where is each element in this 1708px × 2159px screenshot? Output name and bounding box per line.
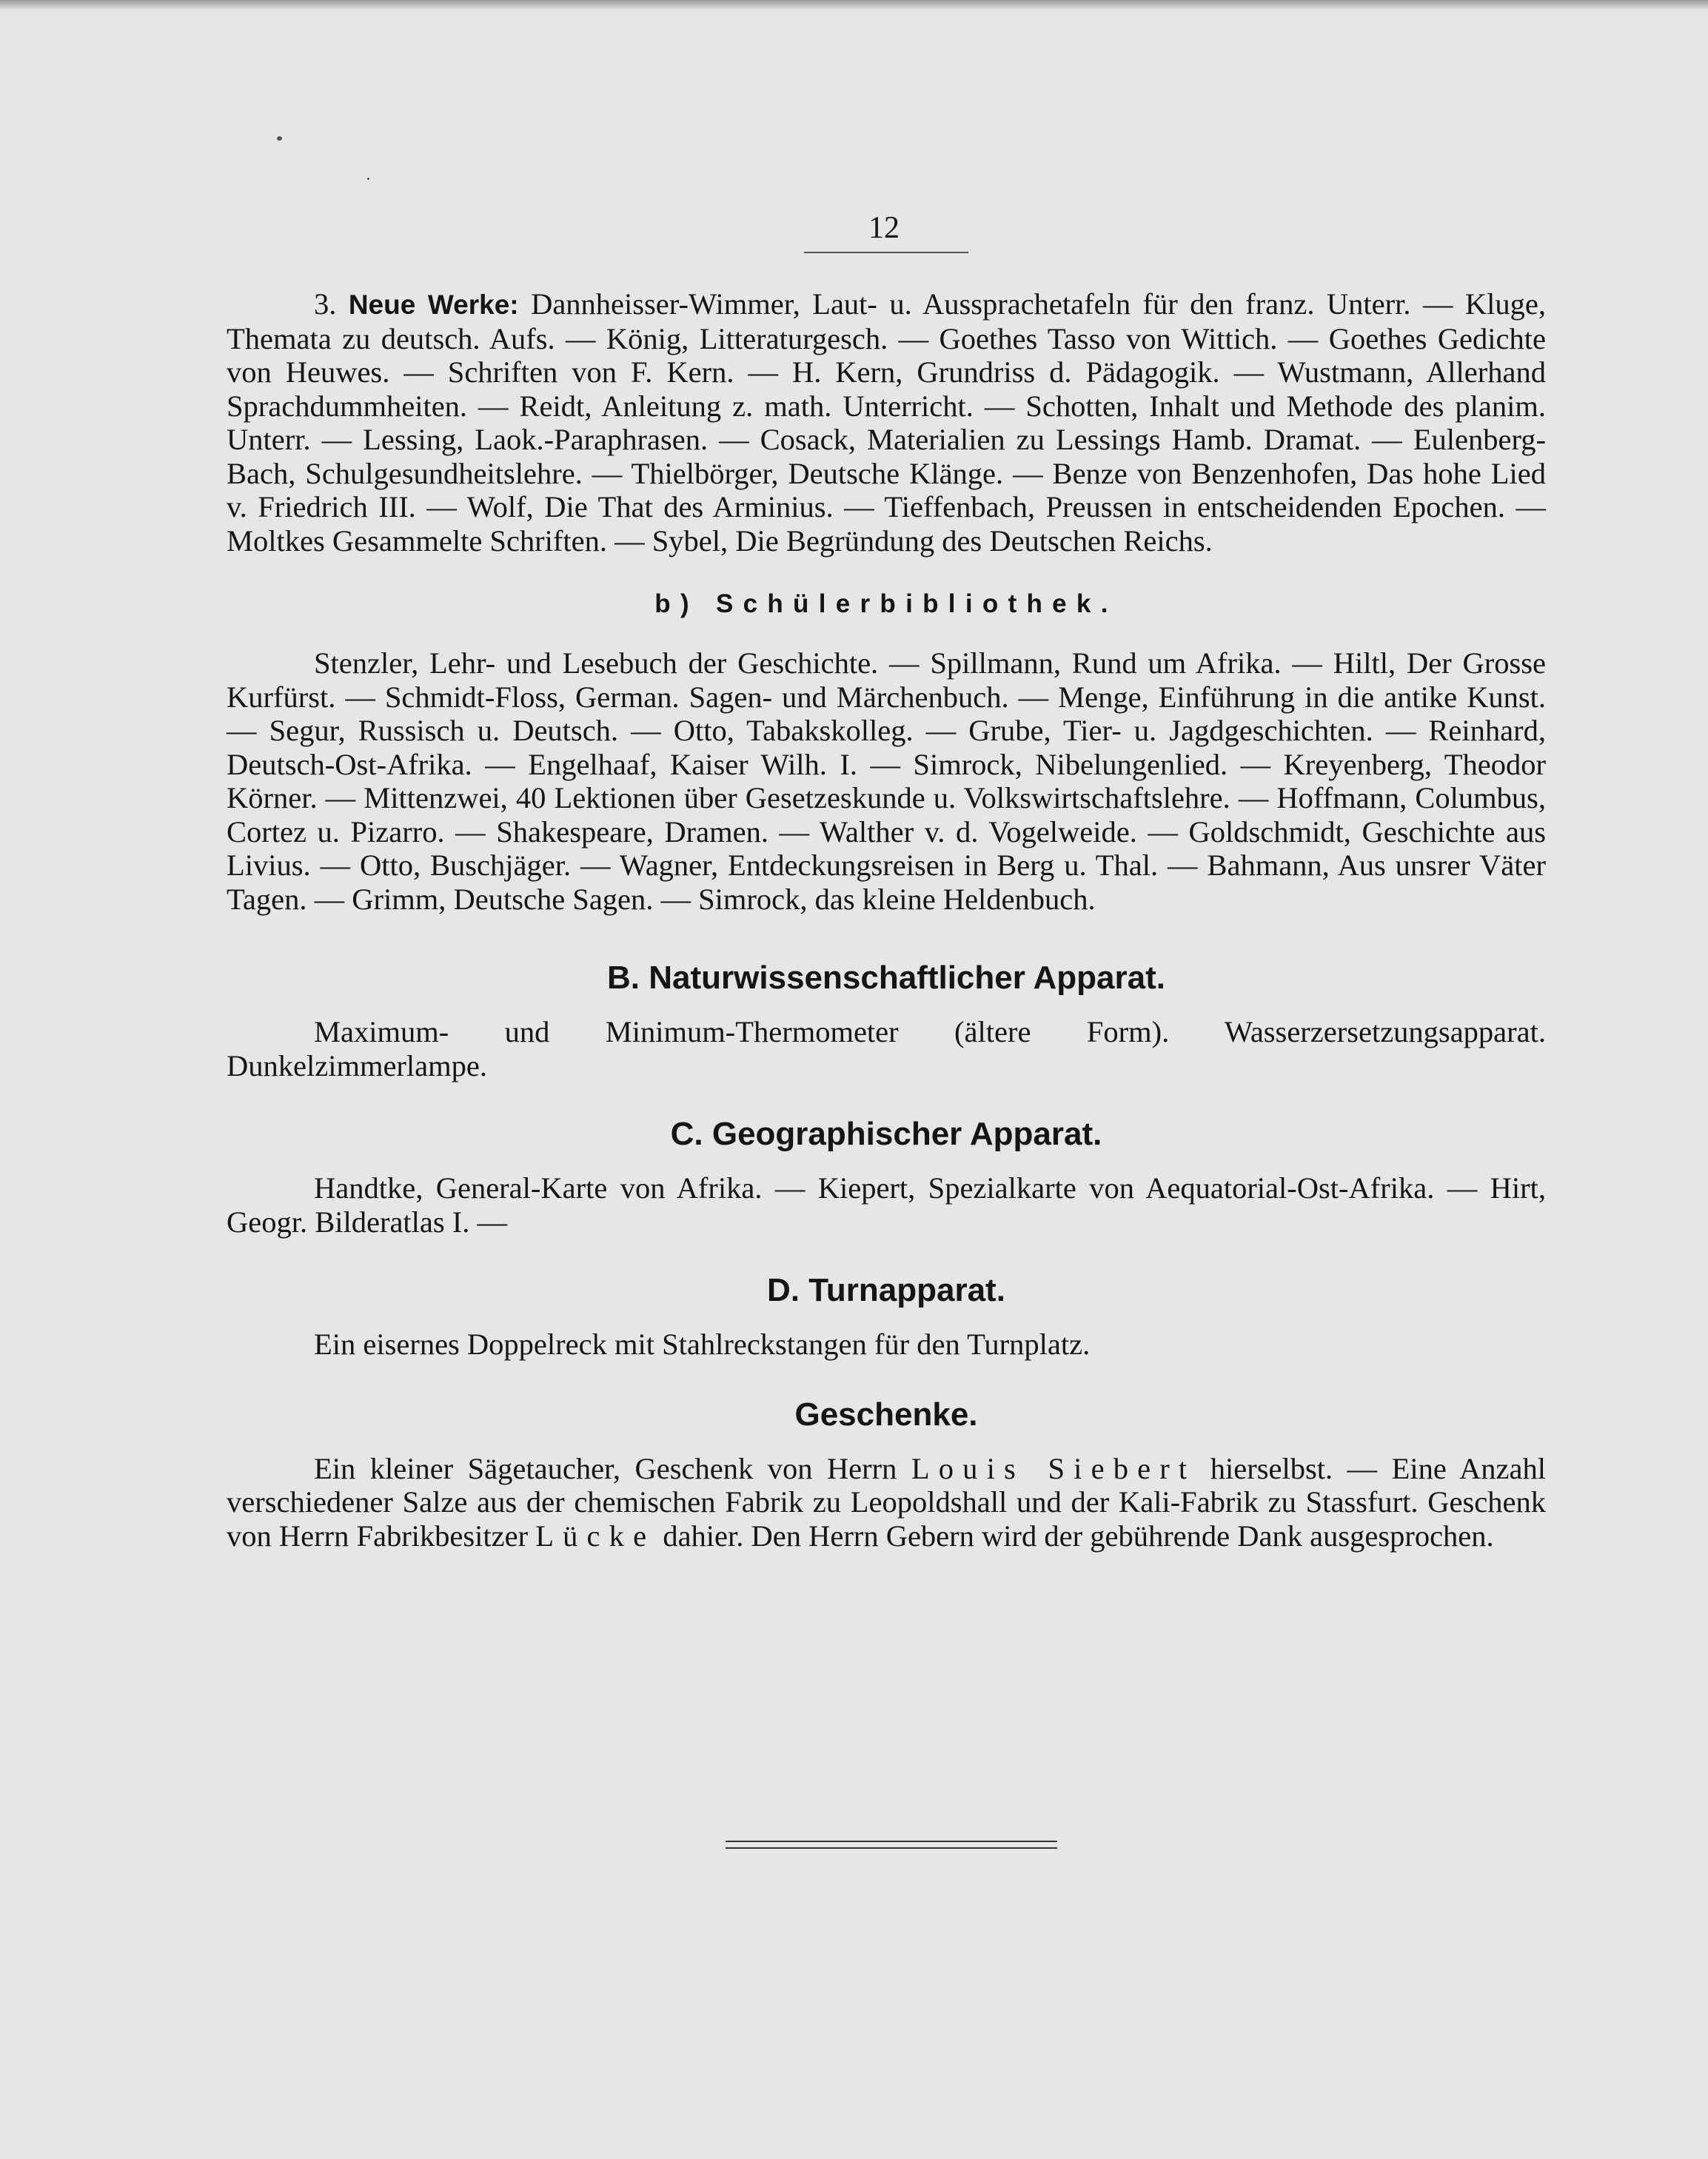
turnapparat-paragraph: Ein eisernes Doppelreck mit Stahlreckstangen für den Turnplatz. <box>314 1328 1091 1361</box>
neue-werke-text: Dannheisser-Wimmer, Laut- u. Aussprachetafeln für den franz. Unterr. — Kluge, Themata zu deutsch. Aufs. — König, Litteraturgesch. — Goethes Tasso von Wittich. — Goethes Gedichte von Heuwes. — Schriften von F. Kern. — H. Kern, Grundriss d. Pädagogik. — Wustmann, Allerhand Sprachdummheiten. — Reidt, Anleitung z. math. Unterricht. — Schotten, Inhalt und Methode des planim. Unterr. — Lessing, Laok.-Paraphrasen. — Cosack, Materialien zu Lessings Hamb. Dramat. — Eulenberg-Bach, Schulgesundheitslehre. — Thielbörger, Deutsche Klänge. — Benze von Benzenhofen, Das hohe Lied v. Friedrich III. — Wolf, Die That des Arminius. — Tieffenbach, Preussen in entscheidenden Epochen. — Moltkes Gesammelte Schriften. — Sybel, Die Begründung des Deutschen Reichs. <box>227 287 1546 558</box>
page-number-rule <box>804 252 968 253</box>
neue-werke-paragraph <box>227 287 1546 558</box>
neue-werke-label: Neue Werke: <box>348 289 519 320</box>
naturwissenschaftlicher-apparat-heading: B. Naturwissenschaftlicher Apparat. <box>607 960 1165 996</box>
page-body <box>227 287 1546 1553</box>
schuelerbibliothek-heading: b) Schülerbibliothek. <box>654 589 1118 618</box>
closing-double-rule <box>726 1841 1057 1849</box>
geschenke-heading: Geschenke. <box>794 1396 978 1433</box>
geschenke-text-2: hierselbst. — Eine Anzahl verschiedener Salze aus der chemischen Fabrik zu Leopoldshall und der Kali-Fabrik zu Stassfurt. Geschenk von Herrn Fabrikbesitzer <box>227 1451 1546 1553</box>
donor-name-luecke: Lücke <box>535 1519 656 1553</box>
scan-top-edge <box>0 0 1708 10</box>
neue-werke-number: 3. <box>314 287 337 321</box>
geschenke-text-3: dahier. Den Herrn Gebern wird der gebührende Dank ausgesprochen. <box>663 1519 1494 1553</box>
donor-name-siebert: Louis Siebert <box>911 1451 1196 1485</box>
naturwissenschaftlicher-apparat-paragraph: Maximum- und Minimum-Thermometer (ältere Form). Wasserzersetzungsapparat. Dunkelzimmerlampe. <box>227 1015 1546 1082</box>
schuelerbibliothek-paragraph: Stenzler, Lehr- und Lesebuch der Geschichte. — Spillmann, Rund um Afrika. — Hiltl, Der Grosse Kurfürst. — Schmidt-Floss, German. Sagen- und Märchenbuch. — Menge, Einführung in die antike Kunst. — Segur, Russisch u. Deutsch. — Otto, Tabakskolleg. — Grube, Tier- u. Jagdgeschichten. — Reinhard, Deutsch-Ost-Afrika. — Engelhaaf, Kaiser Wilh. I. — Simrock, Nibelungenlied. — Kreyenberg, Theodor Körner. — Mittenzwei, 40 Lektionen über Gesetzeskunde u. Volkswirtschaftslehre. — Hoffmann, Columbus, Cortez u. Pizarro. — Shakespeare, Dramen. — Walther v. d. Vogelweide. — Goldschmidt, Geschichte aus Livius. — Otto, Buschjäger. — Wagner, Entdeckungsreisen in Berg u. Thal. — Bahmann, Aus unsrer Väter Tagen. — Grimm, Deutsche Sagen. — Simrock, das kleine Heldenbuch. <box>227 646 1546 916</box>
scan-speck <box>277 136 282 141</box>
scan-speck <box>367 178 369 180</box>
geographischer-apparat-heading: C. Geographischer Apparat. <box>670 1116 1102 1152</box>
geschenke-paragraph <box>227 1452 1546 1553</box>
page-number: 12 <box>868 211 900 245</box>
geschenke-text-1: Ein kleiner Sägetaucher, Geschenk von Herrn <box>314 1451 897 1485</box>
geographischer-apparat-paragraph: Handtke, General-Karte von Afrika. — Kiepert, Spezialkarte von Aequatorial-Ost-Afrika. — Hirt, Geogr. Bilderatlas I. — <box>227 1171 1546 1239</box>
turnapparat-heading: D. Turnapparat. <box>767 1272 1005 1308</box>
